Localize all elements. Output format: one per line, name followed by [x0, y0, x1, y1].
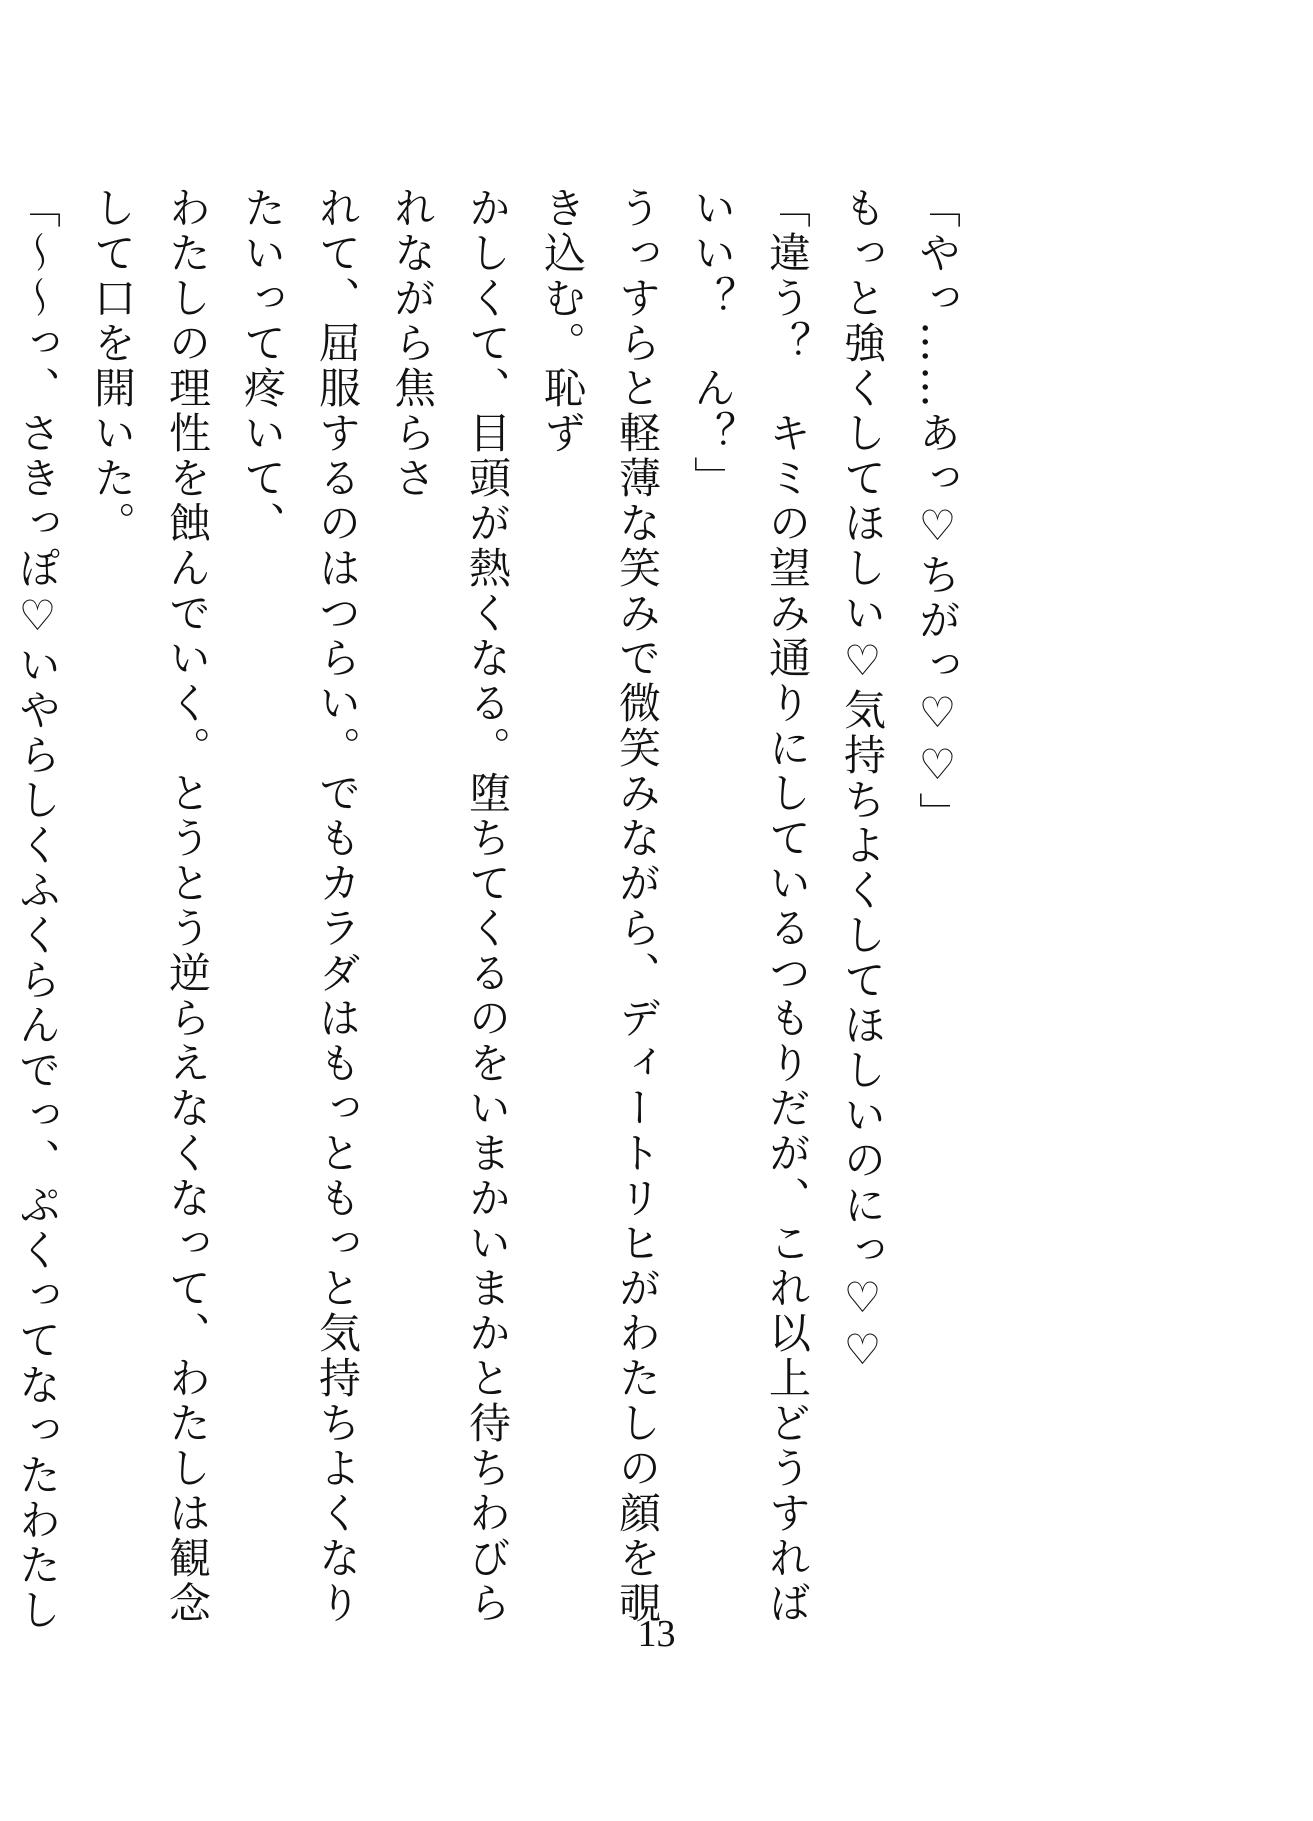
text-line: うっすらと軽薄な笑みで微笑みながら、ディートリヒがわたしの顔を覗き込む。恥ず — [538, 186, 662, 1626]
text-line: れて、屈服するのはつらい。でもカラダはもっともっと気持ちよくなりたいって疼いて、 — [238, 186, 362, 1626]
text-line: もっと強くしてほしい♡気持ちよくしてほしいのにっ♡♡ — [838, 186, 887, 1377]
page-number: 13 — [637, 1613, 676, 1655]
vertical-text-body — [13, 186, 975, 1666]
text-line: 「やっ……あっ♡ちがっ♡♡」 — [913, 186, 962, 837]
text-line: わたしの理性を蝕んでいく。とうとう逆らえなくなって、わたしは観念して口を開いた。 — [88, 186, 212, 1626]
text-line: 「～～っ、さきっぽ♡いやらしくふくらんでっ、ぷくってなったわたし — [13, 186, 62, 1633]
text-line: 「違う？ キミの望み通りにしているつもりだが、これ以上どうすればいい？ ん？」 — [688, 186, 812, 1626]
text-line: かしくて、目頭が熱くなる。堕ちてくるのをいまかいまかと待ちわびられながら焦らさ — [388, 186, 512, 1626]
